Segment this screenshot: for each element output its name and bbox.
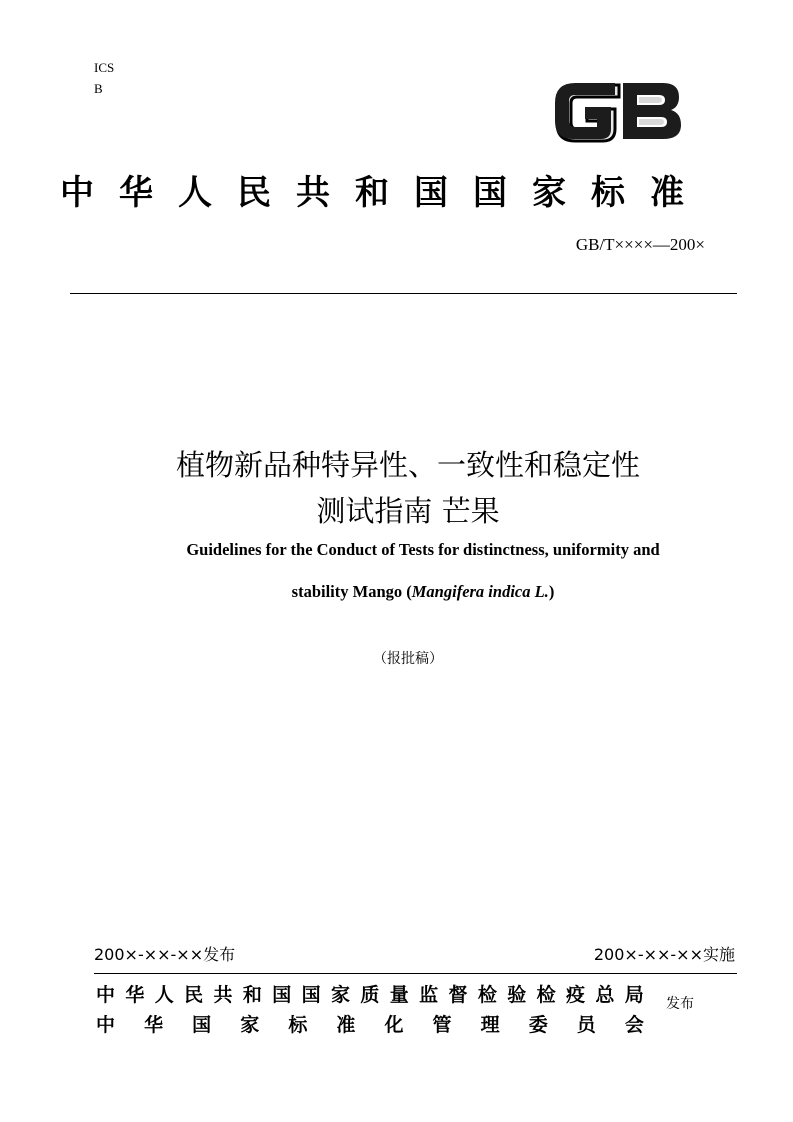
standard-number: GB/T××××—200× <box>575 235 705 254</box>
issuer-line-1: 中 华 人 民 共 和 国 国 家 质 量 监 督 检 验 检 疫 总 局 <box>96 984 644 1006</box>
english-title-line-1: Guidelines for the Conduct of Tests for distinctness, uniformity and <box>186 540 660 559</box>
draft-status: （报批稿） <box>373 651 443 667</box>
english-title-suffix: ) <box>548 582 555 601</box>
standard-title: 中华人民共和国国家标准 <box>60 173 709 213</box>
issued-label: 发布 <box>666 996 694 1012</box>
header-divider <box>70 293 737 294</box>
gb-logo <box>553 77 685 147</box>
implementation-date: 200×-××-××实施 <box>593 945 735 964</box>
footer-divider <box>94 973 737 974</box>
issuer-line-2: 中 华 国 家 标 准 化 管 理 委 员 会 <box>96 1014 644 1036</box>
issue-date: 200×-××-××发布 <box>94 945 236 964</box>
english-title-line-2 <box>0 582 793 602</box>
latin-name: Mangifera indica L. <box>411 582 549 601</box>
classification-code: B <box>94 81 103 96</box>
chinese-title-line-1: 植物新品种特异性、一致性和稳定性 <box>175 448 640 482</box>
english-title-prefix: stability Mango ( <box>291 582 412 601</box>
chinese-title-line-2: 测试指南 芒果 <box>316 494 500 528</box>
ics-code: ICS <box>94 60 115 75</box>
